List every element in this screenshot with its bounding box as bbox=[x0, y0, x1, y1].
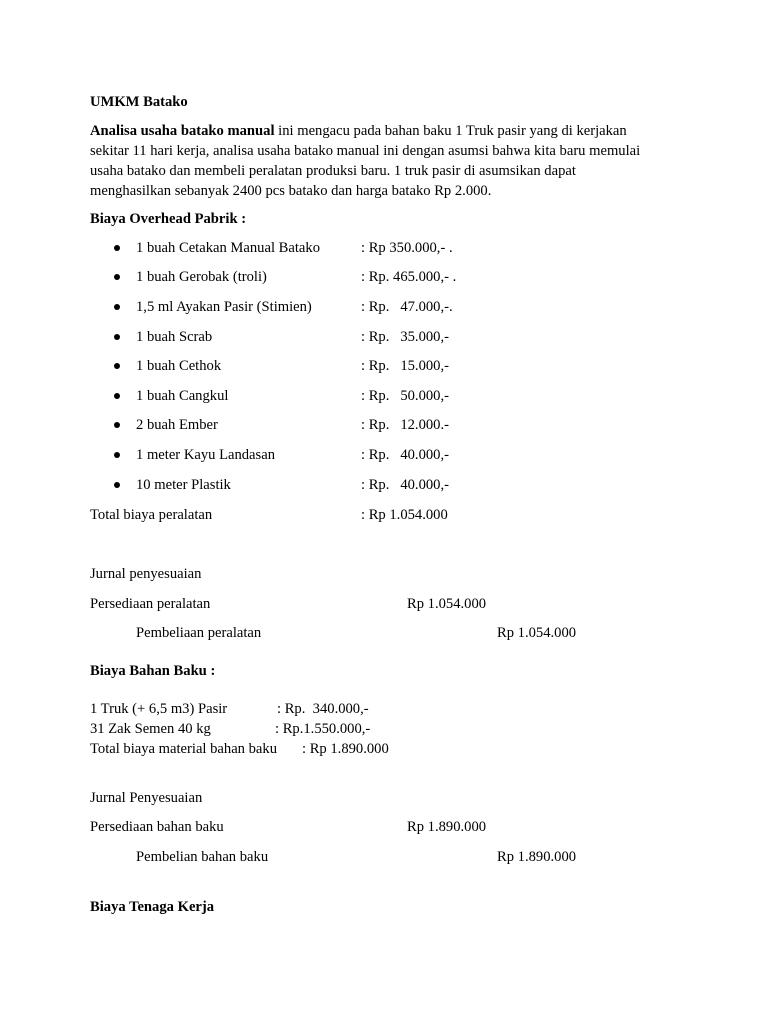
bullet-icon bbox=[114, 274, 120, 280]
raw-material-heading: Biaya Bahan Baku : bbox=[90, 663, 216, 679]
intro-line-1 bbox=[90, 121, 690, 141]
bullet-icon bbox=[114, 334, 120, 340]
journal-2-debit-value: Rp 1.890.000 bbox=[407, 819, 487, 835]
journal-2-credit-label: Pembelian bahan baku bbox=[136, 849, 269, 865]
bullet-icon bbox=[114, 482, 120, 488]
item-price: : Rp. 50.000,- bbox=[361, 388, 449, 404]
raw-material-line-2-name: 31 Zak Semen 40 kg bbox=[90, 721, 211, 737]
item-price: : Rp. 47.000,-. bbox=[361, 299, 453, 315]
item-price: : Rp. 12.000.- bbox=[361, 417, 449, 433]
intro-line-1-rest: ini mengacu pada bahan baku 1 Truk pasir yang di kerjakan bbox=[274, 123, 627, 139]
journal-2-debit-label: Persediaan bahan baku bbox=[90, 819, 224, 835]
item-name: 1 buah Cetakan Manual Batako bbox=[136, 240, 320, 256]
item-name: 1 meter Kayu Landasan bbox=[136, 447, 275, 463]
raw-material-line-2-price: : Rp.1.550.000,- bbox=[275, 721, 371, 737]
intro-paragraph bbox=[90, 121, 690, 201]
bullet-icon bbox=[114, 304, 120, 310]
item-price: : Rp. 15.000,- bbox=[361, 358, 449, 374]
raw-material-total-label: Total biaya material bahan baku bbox=[90, 741, 277, 757]
bullet-icon bbox=[114, 245, 120, 251]
intro-bold-phrase: Analisa usaha batako manual bbox=[90, 123, 275, 139]
raw-material-line-1-price: : Rp. 340.000,- bbox=[277, 701, 369, 717]
item-name: 1 buah Cethok bbox=[136, 358, 222, 374]
item-name: 1 buah Gerobak (troli) bbox=[136, 269, 267, 285]
bullet-icon bbox=[114, 363, 120, 369]
item-price: : Rp. 40.000,- bbox=[361, 477, 449, 493]
bullet-icon bbox=[114, 452, 120, 458]
raw-material-line-1-name: 1 Truk (+ 6,5 m3) Pasir bbox=[90, 701, 228, 717]
overhead-total-label: Total biaya peralatan bbox=[90, 507, 213, 523]
labor-heading: Biaya Tenaga Kerja bbox=[90, 899, 215, 915]
item-price: : Rp. 35.000,- bbox=[361, 329, 449, 345]
item-price: : Rp 350.000,- . bbox=[361, 240, 453, 256]
journal-1-debit-label: Persediaan peralatan bbox=[90, 596, 211, 612]
journal-2-credit-value: Rp 1.890.000 bbox=[497, 849, 577, 865]
journal-1-credit-label: Pembeliaan peralatan bbox=[136, 625, 262, 641]
item-price: : Rp. 40.000,- bbox=[361, 447, 449, 463]
document-title: UMKM Batako bbox=[90, 94, 188, 110]
journal-1-credit-value: Rp 1.054.000 bbox=[497, 625, 577, 641]
item-name: 2 buah Ember bbox=[136, 417, 218, 433]
overhead-total-value: : Rp 1.054.000 bbox=[361, 507, 448, 523]
bullet-icon bbox=[114, 393, 120, 399]
bullet-icon bbox=[114, 422, 120, 428]
journal-1-heading: Jurnal penyesuaian bbox=[90, 566, 202, 582]
item-name: 1,5 ml Ayakan Pasir (Stimien) bbox=[136, 299, 312, 315]
overhead-heading: Biaya Overhead Pabrik : bbox=[90, 211, 247, 227]
item-name: 1 buah Scrab bbox=[136, 329, 213, 345]
journal-1-debit-value: Rp 1.054.000 bbox=[407, 596, 487, 612]
intro-line-3: usaha batako dan membeli peralatan produksi baru. 1 truk pasir di asumsikan dapat bbox=[90, 163, 576, 179]
raw-material-total-value: : Rp 1.890.000 bbox=[302, 741, 389, 757]
intro-line-4: menghasilkan sebanyak 2400 pcs batako dan harga batako Rp 2.000. bbox=[90, 183, 492, 199]
item-name: 10 meter Plastik bbox=[136, 477, 231, 493]
journal-2-heading: Jurnal Penyesuaian bbox=[90, 790, 203, 806]
item-price: : Rp. 465.000,- . bbox=[361, 269, 457, 285]
item-name: 1 buah Cangkul bbox=[136, 388, 229, 404]
intro-line-2: sekitar 11 hari kerja, analisa usaha batako manual ini dengan asumsi bahwa kita baru memulai bbox=[90, 143, 641, 159]
